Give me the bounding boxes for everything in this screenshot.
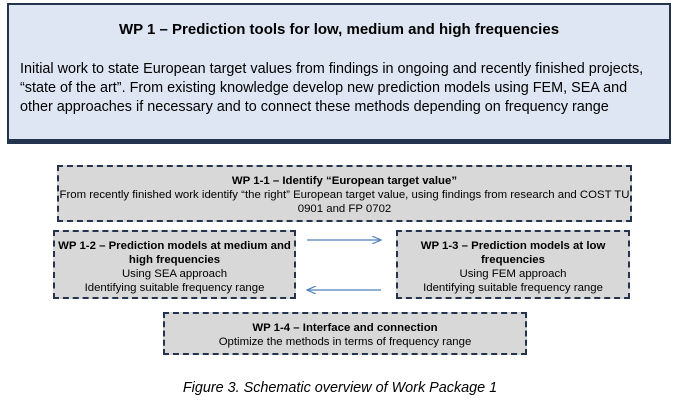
wp1-1-title: WP 1-1 – Identify “European target value” [231,175,458,187]
wp1-3-range: Identifying suitable frequency range [423,282,603,294]
wp1-title: WP 1 – Prediction tools for low, medium and high frequencies [118,21,560,38]
wp1-2-range: Identifying suitable frequency range [84,282,265,294]
wp1-3-approach: Using FEM approach [459,268,567,280]
wp1-4-text: Optimize the methods in terms of frequency range [218,336,472,348]
wp1-4-title: WP 1-4 – Interface and connection [252,322,438,334]
wp1-3-title: WP 1-3 – Prediction models at low frequencies [420,240,606,266]
wp1-2-title: WP 1-2 – Prediction models at medium and high frequencies [58,240,291,266]
wp1-1-text: From recently finished work identify “the right” European target value, using findings from research and COST TU 0901 and FP 0702 [59,189,630,215]
wp1-2-approach: Using SEA approach [121,268,228,280]
figure-caption: Figure 3. Schematic overview of Work Package 1 [182,380,498,396]
wp1-description: Initial work to state European target values from findings in ongoing and recently finished projects, “state of the art”. From existing knowledge develop new prediction models using FEM, SEA and other approaches if necessary and to connect these methods depending on frequency range [20,61,644,115]
